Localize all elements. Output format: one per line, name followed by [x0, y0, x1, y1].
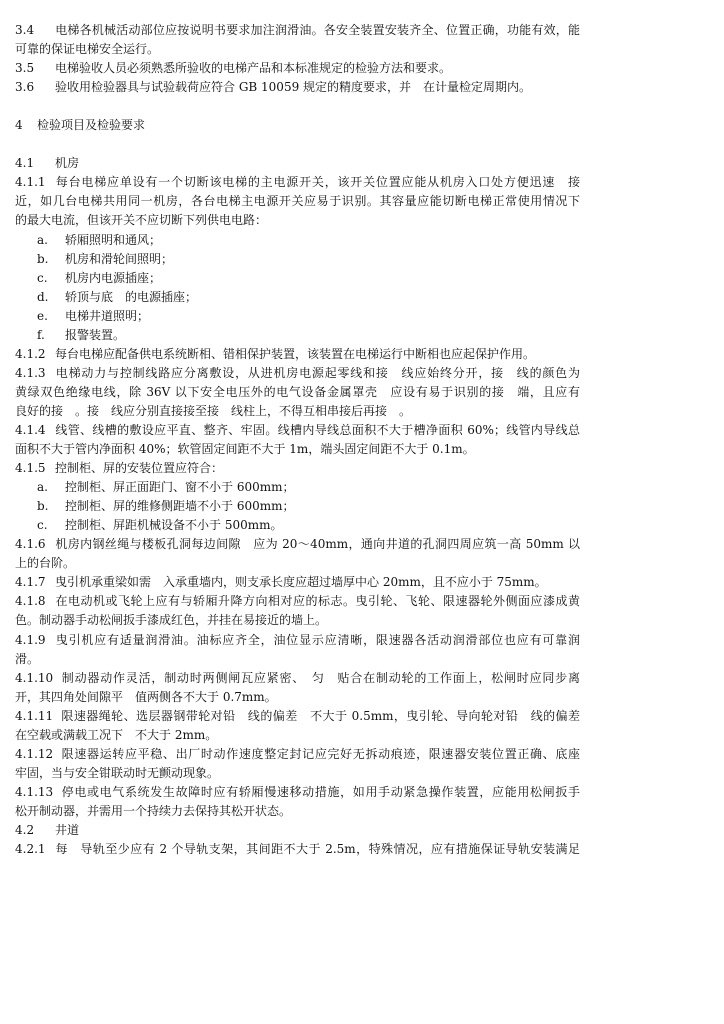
- list-item: [15, 288, 580, 307]
- list-item-text: 报警装置。: [65, 327, 126, 342]
- list-item-text: 轿顶与底 的电源插座；: [65, 289, 198, 304]
- clause-number: 4.1.8: [15, 594, 46, 609]
- list-item: [15, 497, 580, 516]
- paragraph-3-6: [15, 78, 580, 97]
- subsection-number: 4.1: [15, 156, 35, 171]
- clause-text: 每台电梯应单设有一个切断该电梯的主电源开关，该开关位置应能从机房入口处方便迅速 接: [55, 175, 580, 190]
- list-item-label: c.: [37, 518, 48, 533]
- paragraph-4-1-3-line-2: 黄绿双色绝缘电线，除 36V 以下安全电压外的电气设备金属罩壳 应设有易于识别的接 端，且应有: [15, 384, 580, 399]
- list-item-label: d.: [37, 289, 49, 304]
- clause-number: 4.1.13: [15, 784, 54, 799]
- paragraph-4-1-7: [15, 573, 580, 592]
- paragraph-4-1-8-line-1: [15, 592, 580, 611]
- list-item-text: 轿厢照明和通风；: [65, 232, 162, 247]
- section-4-heading: [15, 116, 580, 135]
- clause-text: 机房内钢丝绳与楼板孔洞每边间隙 应为 20～40mm，通向井道的孔洞四周应筑一高 50mm 以: [55, 537, 580, 552]
- clause-number: 4.1.2: [15, 346, 46, 361]
- list-item-text: 控制柜、屏正面距门、窗不小于 600mm；: [65, 480, 295, 495]
- paragraph-4-1-9-line-2: 滑。: [15, 651, 40, 666]
- clause-number: 4.1.5: [15, 461, 46, 476]
- clause-number: 3.6: [15, 80, 35, 95]
- paragraph-4-1-10-line-1: [15, 669, 580, 688]
- paragraph-4-1-1-line-3: 的最大电流，但该开关不应切断下列供电电路：: [15, 213, 268, 228]
- clause-number: 4.1.7: [15, 575, 46, 590]
- section-title: 检验项目及检验要求: [37, 118, 146, 133]
- clause-text: 限速器绳轮、选层器钢带轮对铅 线的偏差 不大于 0.5mm，曳引轮、导向轮对铅 线的偏差: [61, 708, 580, 723]
- paragraph-3-5: [15, 59, 580, 78]
- paragraph-4-1-13-line-2: 松开制动器，并需用一个持续力去保持其松开状态。: [15, 803, 292, 818]
- paragraph-4-2-1-line-1: [15, 840, 580, 859]
- list-item: [15, 478, 580, 497]
- list-item-text: 控制柜、屏的维修侧距墙不小于 600mm；: [65, 499, 295, 514]
- clause-text: 停电或电气系统发生故障时应有轿厢慢速移动措施，如用手动紧急操作装置，应能用松闸扳手: [61, 784, 580, 799]
- paragraph-4-1-1-line-2: 近，如几台电梯共用同一机房，各台电梯主电源开关应易于识别。其容量应能切断电梯正常使用情况下: [15, 194, 580, 209]
- subsection-4-1-heading: [15, 154, 580, 173]
- clause-text: 曳引机应有适量润滑油。油标应齐全，油位显示应清晰，限速器各活动润滑部位也应有可靠润: [55, 632, 580, 647]
- clause-number: 4.1.10: [15, 670, 54, 685]
- list-item-label: c.: [37, 270, 48, 285]
- blank-line: [15, 97, 580, 116]
- paragraph-4-1-3-line-3: 良好的接 。接 线应分别直接接至接 线柱上，不得互相串接后再接 。: [15, 403, 412, 418]
- list-item-label: a.: [37, 232, 48, 247]
- clause-text: 每 导轨至少应有 2 个导轨支架，其间距不大于 2.5m，特殊情况，应有措施保证导轨安装满足: [55, 842, 580, 857]
- list-item-label: a.: [37, 480, 48, 495]
- paragraph-4-1-12-line-2: 牢固，当与安全钳联动时无颤动现象。: [15, 765, 220, 780]
- paragraph-3-4-line-1: [15, 21, 580, 40]
- clause-text: 电梯各机械活动部位应按说明书要求加注润滑油。各安全装置安装齐全、位置正确，功能有效，能: [55, 23, 580, 37]
- clause-number: 4.2.1: [15, 842, 46, 857]
- clause-text: 限速器运转应平稳、出厂时动作速度整定封记应完好无拆动痕迹，限速器安装位置正确、底座: [61, 746, 580, 761]
- list-item-label: b.: [37, 499, 49, 514]
- list-item: [15, 326, 580, 345]
- list-item: [15, 269, 580, 288]
- paragraph-4-1-4-line-2: 面积不大于管内净面积 40%；软管固定间距不大于 1m，端头固定间距不大于 0.1m。: [15, 442, 475, 457]
- list-item-text: 控制柜、屏距机械设备不小于 500mm。: [65, 518, 283, 533]
- paragraph-4-1-11-line-1: [15, 707, 580, 726]
- paragraph-4-1-1-line-1: [15, 173, 580, 192]
- clause-text: 线管、线槽的敷设应平直、整齐、牢固。线槽内导线总面积不大于槽净面积 60%；线管内导线总: [55, 422, 580, 437]
- clause-text: 电梯验收人员必须熟悉所验收的电梯产品和本标准规定的检验方法和要求。: [55, 61, 452, 76]
- document-page: [15, 21, 580, 859]
- clause-number: 4.1.6: [15, 537, 46, 552]
- clause-number: 3.5: [15, 61, 35, 76]
- clause-number: 4.1.4: [15, 422, 46, 437]
- paragraph-4-1-10-line-2: 开，其四角处间隙平 值两侧各不大于 0.7mm。: [15, 689, 277, 704]
- clause-text: 每台电梯应配备供电系统断相、错相保护装置，该装置在电梯运行中断相也应起保护作用。: [55, 346, 536, 361]
- paragraph-4-1-8-line-2: 色。制动器手动松闸扳手漆成红色，并挂在易接近的墙上。: [15, 613, 328, 628]
- paragraph-3-4-line-2: 可靠的保证电梯安全运行。: [15, 42, 160, 57]
- subsection-4-2-heading: [15, 821, 580, 840]
- clause-text: 验收用检验器具与试验载荷应符合 GB 10059 规定的精度要求，并 在计量检定周期内。: [55, 80, 532, 95]
- paragraph-4-1-3-line-1: [15, 364, 580, 383]
- list-item: [15, 250, 580, 269]
- list-item-label: f.: [37, 327, 45, 342]
- clause-number: 4.1.1: [15, 175, 46, 190]
- paragraph-4-1-9-line-1: [15, 631, 580, 650]
- clause-text: 曳引机承重梁如需 入承重墙内，则支承长度应超过墙厚中心 20mm，且不应小于 75mm。: [55, 575, 547, 590]
- list-item: [15, 307, 580, 326]
- clause-text: 电梯动力与控制线路应分离敷设，从进机房电源起零线和接 线应始终分开，接 线的颜色为: [55, 365, 580, 380]
- list-item-text: 机房内电源插座；: [65, 270, 162, 285]
- list-item: [15, 231, 580, 250]
- paragraph-4-1-13-line-1: [15, 783, 580, 802]
- paragraph-4-1-6-line-1: [15, 535, 580, 554]
- paragraph-4-1-11-line-2: 在空载或满载工况下 不大于 2mm。: [15, 727, 218, 742]
- clause-number: 4.1.3: [15, 365, 46, 380]
- subsection-number: 4.2: [15, 822, 35, 837]
- list-item-text: 电梯井道照明；: [65, 308, 150, 323]
- subsection-title: 机房: [55, 156, 80, 171]
- paragraph-4-1-6-line-2: 上的台阶。: [15, 556, 76, 571]
- list-item-text: 机房和滑轮间照明；: [65, 251, 174, 266]
- clause-number: 3.4: [15, 23, 35, 37]
- clause-text: 制动器动作灵活，制动时两侧闸瓦应紧密、 匀 贴合在制动轮的工作面上，松闸时应同步离: [61, 670, 580, 685]
- paragraph-4-1-12-line-1: [15, 745, 580, 764]
- list-item-label: b.: [37, 251, 49, 266]
- list-item-label: e.: [37, 308, 48, 323]
- list-item: [15, 516, 580, 535]
- clause-number: 4.1.12: [15, 746, 54, 761]
- paragraph-4-1-5: [15, 459, 580, 478]
- blank-line: [15, 135, 580, 154]
- section-number: 4: [15, 118, 23, 133]
- clause-number: 4.1.11: [15, 708, 54, 723]
- clause-text: 控制柜、屏的安装位置应符合：: [55, 461, 224, 476]
- subsection-title: 井道: [55, 822, 80, 837]
- paragraph-4-1-4-line-1: [15, 421, 580, 440]
- clause-number: 4.1.9: [15, 632, 46, 647]
- paragraph-4-1-2: [15, 345, 580, 364]
- clause-text: 在电动机或飞轮上应有与轿厢升降方向相对应的标志。曳引轮、飞轮、限速器轮外侧面应漆成黄: [55, 594, 580, 609]
